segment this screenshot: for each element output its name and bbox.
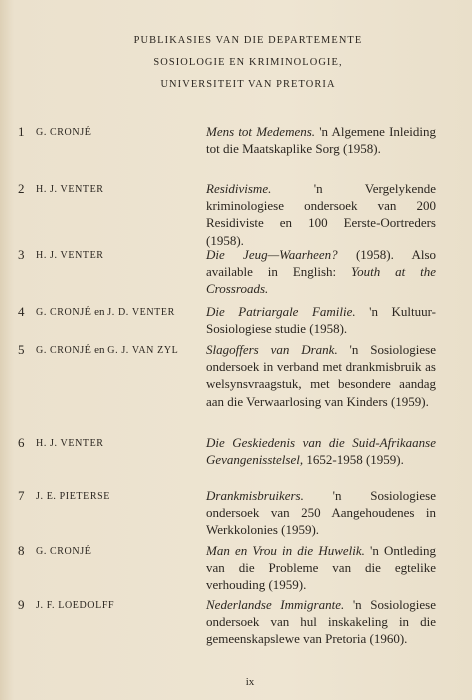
entry-details: 'n Sosiologiese ondersoek van 250 Aangehoudenes in Werkkolonies (1959).	[206, 488, 436, 538]
entry-details: 1652-1958 (1959).	[303, 452, 404, 468]
entry-number: 1	[18, 124, 25, 139]
entry-details: 'n Ontleding van die Probleme van die egtelike verhouding (1959).	[206, 543, 436, 593]
entry-details: 'n Algemene Inleiding tot die Maatskaplike Sorg (1958).	[206, 124, 437, 157]
heading-line-2: SOSIOLOGIE EN KRIMINOLOGIE,	[153, 57, 343, 68]
entry-title: Die Patriargale Familie.	[206, 304, 356, 319]
entry-description	[206, 341, 436, 410]
heading-line-3: UNIVERSITEIT VAN PRETORIA	[160, 79, 336, 90]
entry-number: 3	[18, 247, 25, 262]
entry-title: Die Geskiedenis van die Suid-Afrikaanse Gevangenisstelsel,	[206, 435, 436, 468]
entry-title: Mens tot Medemens.	[206, 124, 316, 139]
entry-description	[206, 303, 436, 337]
entry-author: G. CRONJÉ	[36, 127, 92, 138]
entry-description	[206, 434, 436, 468]
entry-number: 7	[18, 488, 25, 503]
entry-title: Residivisme.	[206, 181, 272, 196]
entry-title: Slagoffers van Drank.	[206, 342, 338, 357]
entry-number: 9	[18, 597, 25, 612]
entry-description	[206, 246, 436, 298]
entry-description	[206, 123, 436, 157]
entry-description	[206, 487, 436, 539]
entry-number: 2	[18, 181, 25, 196]
entry-number: 8	[18, 543, 25, 558]
entry-title-english: Youth at the Crossroads.	[206, 264, 436, 297]
entry-details: (1958). Also available in English:	[206, 247, 437, 280]
entry-title: Nederlandse Immigrante.	[206, 597, 345, 612]
entry-details: 'n Sosiologiese ondersoek in verband met drankmisbruik as welsynsvraagstuk, met besondere aandag aan die Verwaarlosing van Kinders (1959).	[206, 342, 436, 409]
entry-author: G. CRONJÉ	[36, 546, 92, 557]
page-heading	[0, 30, 472, 96]
entry-details: 'n Kultuur-Sosiologiese studie (1958).	[206, 304, 436, 337]
entry-description	[206, 180, 436, 249]
entry-author: J. E. PIETERSE	[36, 491, 110, 502]
entry-details: 'n Vergelykende kriminologiese ondersoek van 200 Residiviste en 100 Eerste-Oortreders (1958).	[206, 181, 436, 248]
entry-number: 5	[18, 342, 25, 357]
entry-title: Die Jeug—Waarheen?	[206, 247, 338, 262]
entry-author: H. J. VENTER	[36, 250, 104, 261]
entry-author: J. F. LOEDOLFF	[36, 600, 115, 611]
entry-author: G. CRONJÉ en G. J. VAN ZYL	[36, 344, 179, 356]
entry-number: 4	[18, 304, 25, 319]
entry-number: 6	[18, 435, 25, 450]
entry-author: H. J. VENTER	[36, 184, 104, 195]
entry-details: 'n Sosiologiese ondersoek van hul inskakeling in die gemeenskapslewe van Pretoria (1960).	[206, 597, 436, 647]
page-number: ix	[245, 676, 255, 688]
entry-description	[206, 542, 436, 594]
entry-description	[206, 596, 436, 648]
heading-line-1: PUBLIKASIES VAN DIE DEPARTEMENTE	[133, 35, 363, 46]
entry-title: Man en Vrou in die Huwelik.	[206, 543, 365, 558]
entry-author: H. J. VENTER	[36, 438, 104, 449]
entry-title: Drankmisbruikers.	[206, 488, 304, 503]
entry-author: G. CRONJÉ en J. D. VENTER	[36, 306, 175, 318]
